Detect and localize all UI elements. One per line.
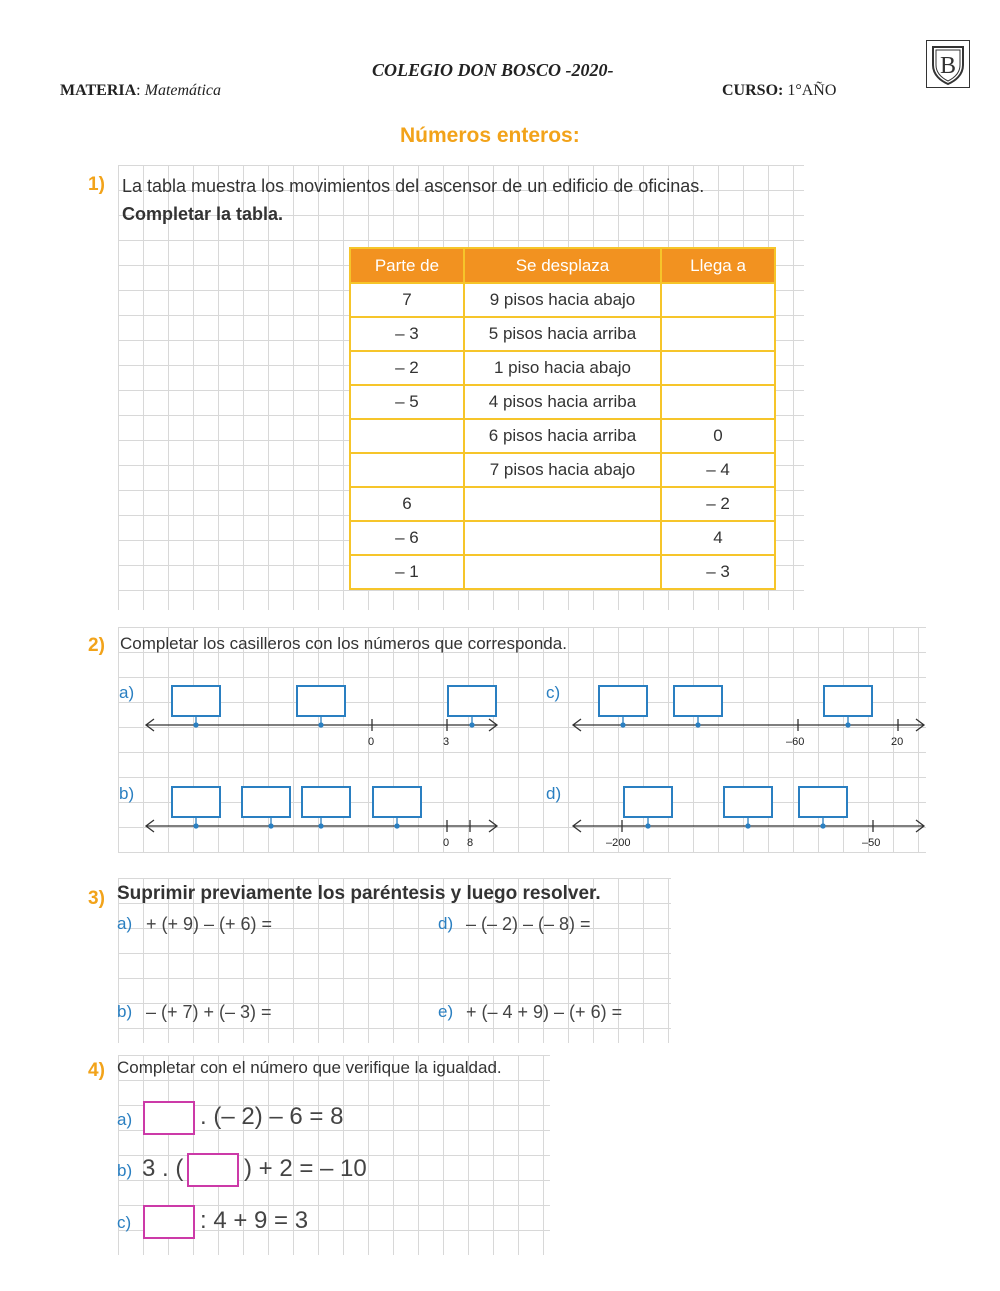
q3-label-d: d) xyxy=(438,914,454,933)
q4-expr-b-after: ) + 2 = – 10 xyxy=(244,1155,367,1182)
subject-label: MATERIA xyxy=(60,82,137,99)
q3-label-b: b) xyxy=(117,1002,133,1021)
answer-box-a2[interactable] xyxy=(296,685,346,717)
answer-box-a3[interactable] xyxy=(447,685,497,717)
course-value: 1°AÑO xyxy=(787,82,837,99)
q4-expr-c: : 4 + 9 = 3 xyxy=(200,1207,309,1234)
answer-box-d2[interactable] xyxy=(723,786,773,818)
answer-box-c1[interactable] xyxy=(598,685,648,717)
q3-expr-e: + (– 4 + 9) – (+ 6) = xyxy=(466,1002,623,1022)
table-cell: – 1 xyxy=(350,555,464,589)
q4-label-b: b) xyxy=(117,1161,133,1180)
q4-expr-b-before: 3 . ( xyxy=(142,1155,184,1182)
q4-answer-box-b[interactable] xyxy=(187,1153,239,1187)
q1-text: La tabla muestra los movimientos del ascensor de un edificio de oficinas. xyxy=(122,176,705,196)
q3-label-e: e) xyxy=(438,1002,454,1021)
q4-label-c: c) xyxy=(117,1213,132,1232)
table-cell: 4 xyxy=(661,521,775,555)
table-cell: – 5 xyxy=(350,385,464,419)
q2-label-b: b) xyxy=(119,784,135,803)
q1-instruction: Completar la tabla. xyxy=(122,204,284,224)
q4-answer-box-c[interactable] xyxy=(143,1205,195,1239)
col-llega-a: Llega a xyxy=(661,248,775,283)
q2-number: 2) xyxy=(88,635,105,656)
school-title: COLEGIO DON BOSCO -2020- xyxy=(372,60,614,80)
q2-label-d: d) xyxy=(546,784,562,803)
table-cell: 7 pisos hacia abajo xyxy=(464,453,661,487)
table-cell: – 4 xyxy=(661,453,775,487)
tick-label-b-8: 8 xyxy=(467,837,474,849)
tick-label-c-60: –60 xyxy=(786,736,805,748)
answer-box-b2[interactable] xyxy=(241,786,291,818)
table-cell: 1 piso hacia abajo xyxy=(464,351,661,385)
q3-expr-a: + (+ 9) – (+ 6) = xyxy=(146,914,273,934)
q2-text: Completar los casilleros con los números que corresponda. xyxy=(120,634,567,653)
page-title: Números enteros: xyxy=(400,124,580,147)
answer-box-c3[interactable] xyxy=(823,685,873,717)
subject-value: Matemática xyxy=(144,82,222,99)
q4-label-a: a) xyxy=(117,1110,133,1129)
answer-box-b3[interactable] xyxy=(301,786,351,818)
answer-box-a1[interactable] xyxy=(171,685,221,717)
tick-label-c-20: 20 xyxy=(891,736,904,748)
q2-label-a: a) xyxy=(119,683,135,702)
table-cell: – 3 xyxy=(350,317,464,351)
tick-label-d-200: –200 xyxy=(606,837,631,849)
q3-expr-d: – (– 2) – (– 8) = xyxy=(466,914,591,934)
logo-letter: B xyxy=(939,53,957,79)
col-se-desplaza: Se desplaza xyxy=(464,248,661,283)
q3-number: 3) xyxy=(88,888,105,909)
table-cell: 5 pisos hacia arriba xyxy=(464,317,661,351)
table-cell: 0 xyxy=(661,419,775,453)
table-cell: – 6 xyxy=(350,521,464,555)
answer-box-b4[interactable] xyxy=(372,786,422,818)
tick-label-a-0: 0 xyxy=(368,736,375,748)
col-parte-de: Parte de xyxy=(350,248,464,283)
tick-label-d-50: –50 xyxy=(862,837,881,849)
table-cell: 6 pisos hacia arriba xyxy=(464,419,661,453)
subject-sep: : xyxy=(136,82,141,99)
tick-label-b-0: 0 xyxy=(443,837,450,849)
answer-box-b1[interactable] xyxy=(171,786,221,818)
course-label: CURSO: xyxy=(722,82,784,99)
answer-box-d3[interactable] xyxy=(798,786,848,818)
q4-text: Completar con el número que verifique la igualdad. xyxy=(117,1058,502,1077)
q2-label-c: c) xyxy=(546,683,561,702)
answer-box-d1[interactable] xyxy=(623,786,673,818)
q3-expr-b: – (+ 7) + (– 3) = xyxy=(146,1002,272,1022)
q4-answer-box-a[interactable] xyxy=(143,1101,195,1135)
q4-expr-a: . (– 2) – 6 = 8 xyxy=(200,1103,344,1130)
table-cell: – 3 xyxy=(661,555,775,589)
table-cell: 7 xyxy=(350,283,464,317)
tick-label-a-3: 3 xyxy=(443,736,450,748)
answer-box-c2[interactable] xyxy=(673,685,723,717)
q3-label-a: a) xyxy=(117,914,133,933)
q4-number: 4) xyxy=(88,1060,105,1081)
table-cell: – 2 xyxy=(661,487,775,521)
q3-text: Suprimir previamente los paréntesis y luego resolver. xyxy=(117,883,601,904)
table-cell: 6 xyxy=(350,487,464,521)
table-cell: 9 pisos hacia abajo xyxy=(464,283,661,317)
q1-number: 1) xyxy=(88,174,105,195)
table-cell: 4 pisos hacia arriba xyxy=(464,385,661,419)
table-cell: – 2 xyxy=(350,351,464,385)
